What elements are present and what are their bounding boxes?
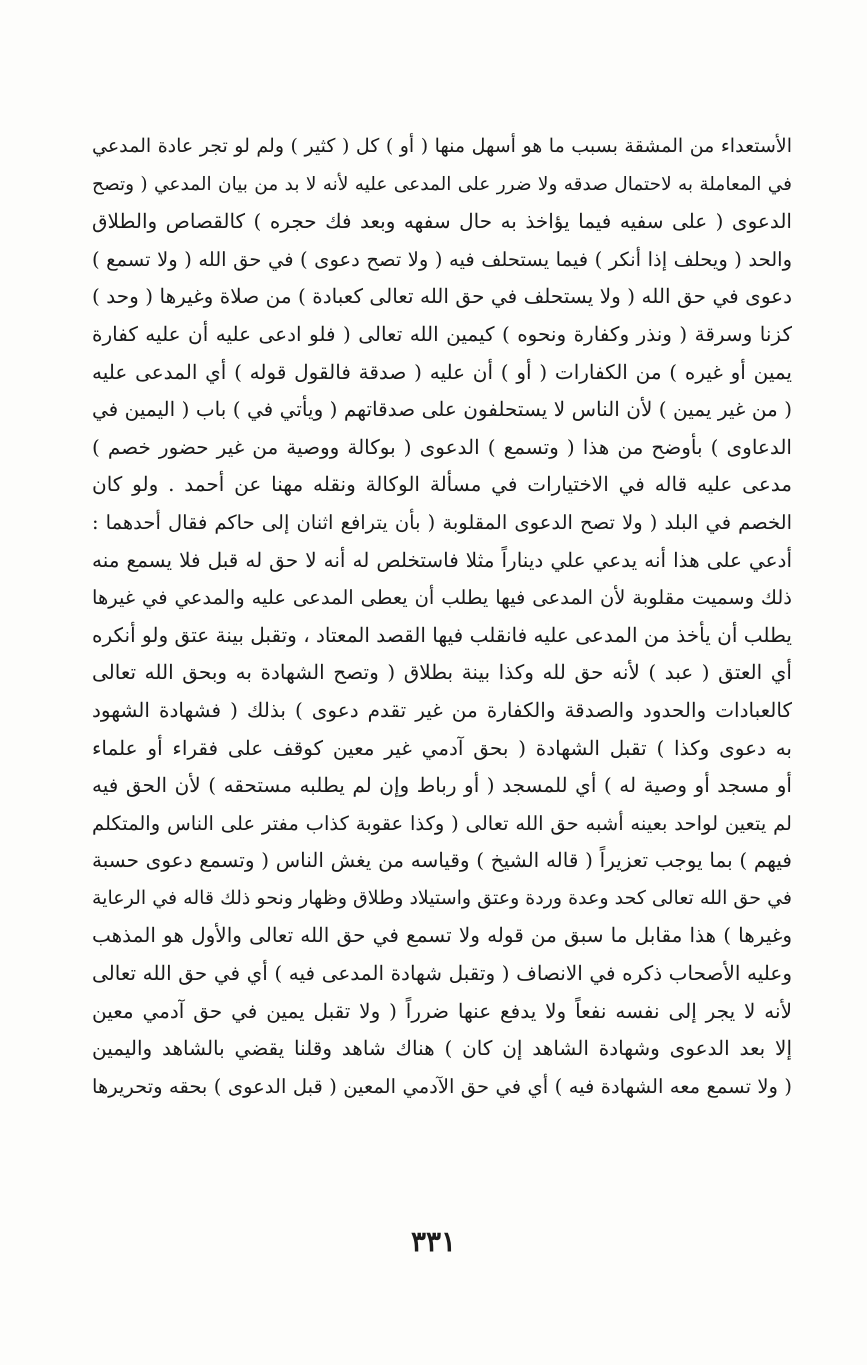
text-line: في المعاملة به لاحتمال صدقه ولا ضرر على المدعى عليه لأنه لا بد من بيان المدعي ( وتصح — [92, 173, 792, 195]
page-number: ٣٣١ — [410, 1225, 457, 1258]
text-line: والحد ( ويحلف إذا أنكر ) فيما يستحلف فيه ( ولا تصح دعوى ) في حق الله ( ولا تسمع ) — [92, 247, 792, 271]
text-line: كزنا وسرقة ( ونذر وكفارة ونحوه ) كيمين الله تعالى ( فلو ادعى عليه أن عليه كفارة — [92, 321, 792, 346]
text-line: الخصم في البلد ( ولا تصح الدعوى المقلوبة ( بأن يترافع اثنان إلى حاكم فقال أحدهما : — [92, 510, 792, 534]
text-line: دعوى في حق الله ( ولا يستحلف في حق الله تعالى كعبادة ) من صلاة وغيرها ( وحد ) — [92, 284, 792, 309]
text-line: وعليه الأصحاب ذكره في الانصاف ( وتقبل شهادة المدعى فيه ) أي في حق الله تعالى — [92, 961, 792, 986]
text-line: في حق الله تعالى كحد وعدة وردة وعتق واستيلاد وطلاق وظهار ونحو ذلك قاله في الرعاية — [92, 886, 792, 909]
text-line: ذلك وسميت مقلوبة لأن المدعى فيها يطلب أن يعطى المدعى عليه والمدعي في غيرها — [92, 586, 792, 610]
text-line: أدعي على هذا أنه يدعي علي ديناراً مثلا فاستخلص له أنه لا حق له قبل فلا يسمع منه — [92, 547, 792, 572]
text-line: فيهم ) بما يوجب تعزيراً ( قاله الشيخ ) وقياسه من يغش الناس ( وتسمع دعوى حسبة — [92, 848, 792, 873]
text-line: ( من غير يمين ) لأن الناس لا يستحلفون على صدقاتهم ( ويأتي في ) باب ( اليمين في — [92, 397, 792, 422]
text-line: وغيرها ) هذا مقابل ما سبق من قوله ولا تسمع في حق الله تعالى والأول هو المذهب — [92, 923, 792, 948]
text-line: مدعى عليه قاله في الاختيارات في مسألة الوكالة ونقله مهنا عن أحمد . ولو كان — [92, 472, 792, 497]
text-line: أو مسجد أو وصية له ) أي للمسجد ( أو رباط وإن لم يطلبه مستحقه ) لأن الحق فيه — [92, 773, 792, 798]
text-line: لأنه لا يجر إلى نفسه نفعاً ولا يدفع عنها ضرراً ( ولا تقبل يمين في حق آدمي معين — [92, 998, 792, 1023]
body-text — [92, 128, 792, 1105]
text-line: يمين أو غيره ) من الكفارات ( أو ) أن عليه ( صدقة فالقول قوله ) أي المدعى عليه — [92, 359, 792, 384]
text-line: الدعوى ( على سفيه فيما يؤاخذ به حال سفهه وبعد فك حجره ) كالقصاص والطلاق — [92, 209, 792, 234]
text-line: الدعاوى ) بأوضح من هذا ( وتسمع ) الدعوى ( بوكالة ووصية من غير حضور خصم ) — [92, 434, 792, 459]
text-line: إلا بعد الدعوى وشهادة الشاهد إن كان ) هناك شاهد وقلنا يقضي بالشاهد واليمين — [92, 1036, 792, 1061]
text-line: لم يتعين لواحد بعينه أشبه حق الله تعالى ( وكذا عقوبة كذاب مفتر على الناس والمتكلم — [92, 811, 792, 835]
text-line: أي العتق ( عبد ) لأنه حق لله وكذا بينة بطلاق ( وتصح الشهادة به وبحق الله تعالى — [92, 660, 792, 685]
text-line: كالعبادات والحدود والصدقة والكفارة من غير تقدم دعوى ) بذلك ( فشهادة الشهود — [92, 697, 792, 722]
text-line: ( ولا تسمع معه الشهادة فيه ) أي في حق الآدمي المعين ( قبل الدعوى ) بحقه وتحريرها — [92, 1074, 792, 1098]
text-line: الأستعداء من المشقة بسبب ما هو أسهل منها ( أو ) كل ( كثير ) ولم لو تجر عادة المدعي — [92, 135, 792, 157]
text-line: يطلب أن يأخذ من المدعى عليه فانقلب فيها القصد المعتاد ، وتقبل بينة عتق ولو أنكره — [92, 622, 792, 647]
text-line: به دعوى وكذا ) تقبل الشهادة ( بحق آدمي غير معين كوقف على فقراء أو علماء — [92, 735, 792, 760]
